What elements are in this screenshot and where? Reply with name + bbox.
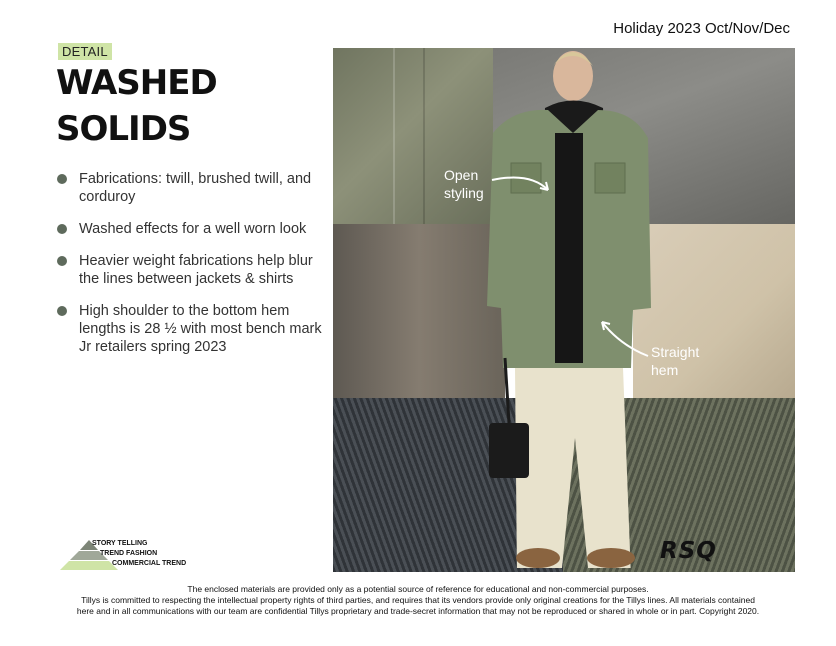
legal-footer bbox=[0, 584, 836, 617]
bullet-text: Washed effects for a well worn look bbox=[79, 221, 307, 237]
title-line-1: WASHED bbox=[56, 63, 217, 103]
open-styling-note bbox=[444, 166, 484, 202]
open-note-line-1: Open bbox=[444, 167, 479, 183]
bullet-text: High shoulder to the bottom hem lengths is 28 ½ with most bench mark Jr retailers spring 2023 bbox=[79, 303, 322, 355]
logo-line-3: COMMERCIAL TREND bbox=[112, 560, 187, 567]
bullet-item bbox=[56, 302, 326, 356]
logo-line-2: TREND FASHION bbox=[100, 550, 158, 557]
footer-line-1: The enclosed materials are provided only as a potential source of reference for educational and non-commercial purposes. bbox=[187, 584, 649, 594]
bullet-dot-icon bbox=[57, 306, 67, 316]
hem-note-line-2: hem bbox=[651, 362, 679, 378]
bullet-item bbox=[56, 220, 326, 238]
model-figure bbox=[483, 48, 653, 568]
logo-line-1: STORY TELLING bbox=[92, 540, 148, 547]
bullet-text: Fabrications: twill, brushed twill, and corduroy bbox=[79, 171, 312, 205]
season-label: Holiday 2023 Oct/Nov/Dec bbox=[613, 20, 790, 37]
page-title bbox=[56, 60, 217, 152]
bullet-list bbox=[56, 170, 326, 370]
fabric-collage bbox=[333, 48, 795, 572]
brown-twill-swatch bbox=[333, 224, 505, 398]
trend-pyramid-logo bbox=[54, 538, 204, 572]
bullet-dot-icon bbox=[57, 224, 67, 234]
open-note-line-2: styling bbox=[444, 185, 484, 201]
title-line-2: SOLIDS bbox=[56, 109, 191, 149]
bullet-item bbox=[56, 170, 326, 206]
detail-tag: DETAIL bbox=[58, 43, 112, 60]
bullet-dot-icon bbox=[57, 256, 67, 266]
brand-logo: RSQ bbox=[660, 538, 717, 564]
bullet-dot-icon bbox=[57, 174, 67, 184]
bullet-item bbox=[56, 252, 326, 288]
bullet-text: Heavier weight fabrications help blur the lines between jackets & shirts bbox=[79, 253, 313, 287]
straight-hem-note bbox=[651, 343, 699, 379]
footer-line-3: here and in all communications with our team are confidential Tillys proprietary and trade-secret information that may not be reproduced or shared in whole or in part. Copyright 2020. bbox=[76, 606, 760, 616]
footer-line-2: Tillys is committed to respecting the intellectual property rights of third parties, and requires that its vendors provide only original creations for the Tillys lines. All materials contained bbox=[81, 595, 755, 605]
hem-note-line-1: Straight bbox=[651, 344, 700, 360]
